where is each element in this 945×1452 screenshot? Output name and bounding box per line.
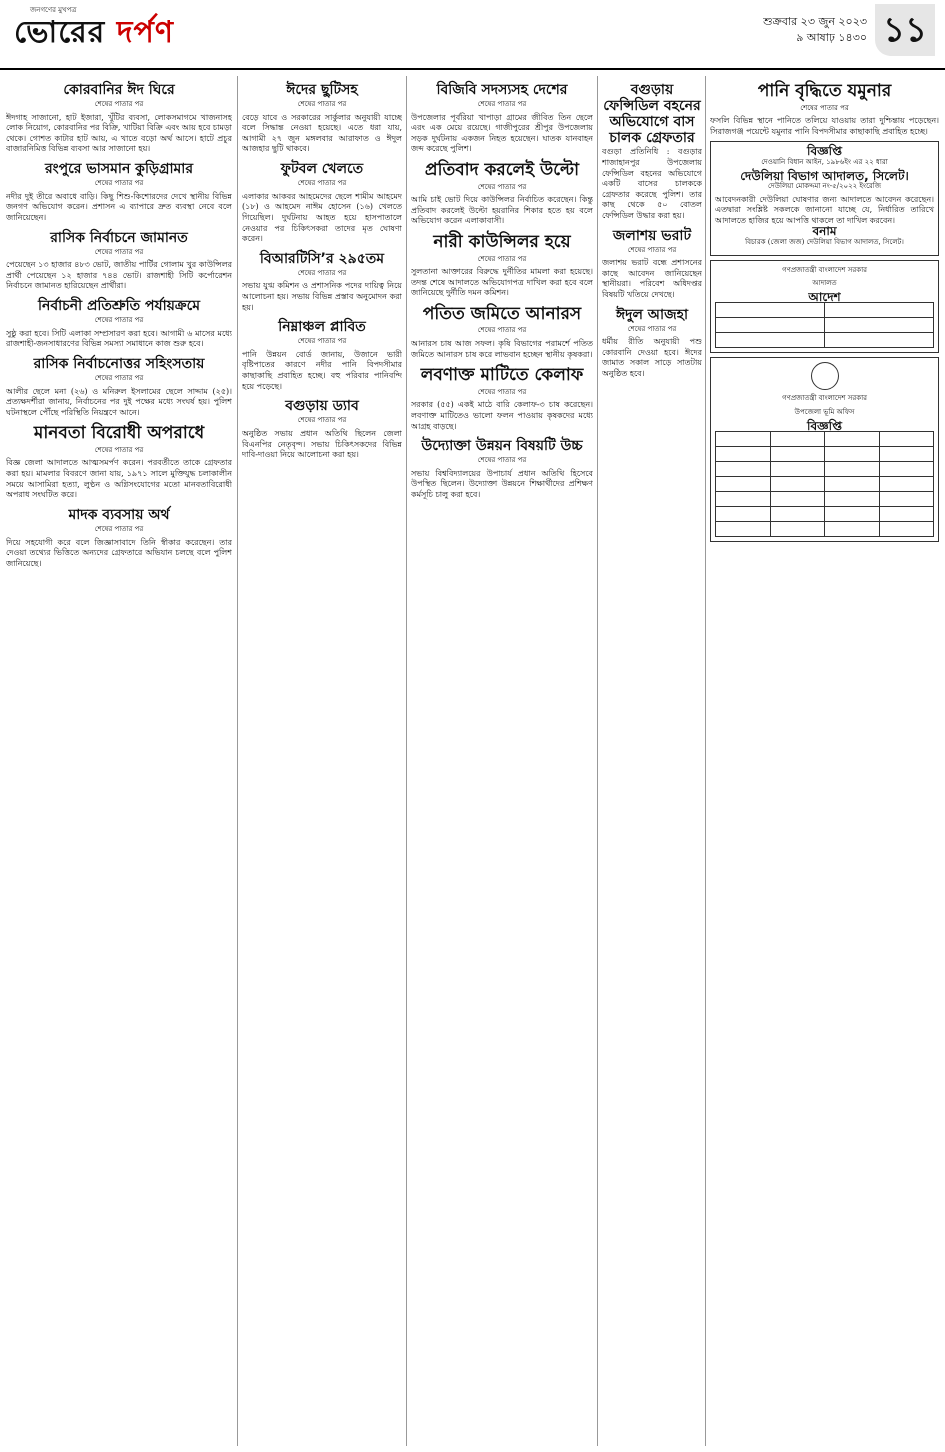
continuation-note: শেষের পাতার পর [477,254,527,263]
court-notice [710,141,939,255]
headline: মানবতা বিরোধী অপরাধে [33,423,205,444]
table-row [716,447,934,462]
headline: রংপুরে ভাসমান কুড়িগ্রামার [44,161,194,178]
continuation-note: শেষের পাতার পর [800,103,849,112]
article-body: সভায় যুগ্ম কমিশন ও প্রশাসনিক পদের দায়িত্ব নিয়ে আলোচনা হয়। সভায় বিভিন্ন প্রস্তাব অনুমোদন করা হয়। [242,281,402,312]
headline: জলাশয় ভরাট [612,227,692,244]
headline: বগুড়ায় ফেন্সিডিল বহনের অভিযোগে বাস চালক গ্রেফতার [603,82,701,147]
article-body: এলাকার আকবর আহমেদের ছেলে শামীম আহমেদ (১৮) ও আহমেদ নাঈম হোসেন (১৬) খেলতে গিয়েছিল। দুর্ঘটনায় আহত হয়ে হাসপাতালে নেওয়ার পর চিকিৎসকরা তাদের মৃত ঘোষণা করেন। [242,191,402,244]
column-1 [6,76,232,1446]
notice-header: গণপ্রজাতন্ত্রী বাংলাদেশ সরকার [782,394,867,403]
article-body: সরকার (৫৫) একই মাঠে বারি কেলাফ-৩ চাষ করেছেন। লবণাক্ত মাটিতেও ভালো ফলন পাওয়ায় কৃষকদের মধ্যে আগ্রহ বাড়ছে। [411,400,593,431]
column-rule [597,76,598,1446]
notice-title: বিজ্ঞপ্তি [807,144,842,159]
newspaper-logo [14,8,174,59]
headline: নিম্নাঞ্চল প্লাবিত [278,319,366,336]
land-office-notice [710,357,939,542]
article-body: বেড়ে যাবে ও সরকারের সার্কুলার অনুযায়ী যাচ্ছে বলে সিদ্ধান্ত নেওয়া হয়েছে। এতে ধরা যায়, আগামী ২৭ জুন মঙ্গলবার আরাফাত ও ঈদুল আজহার ছুটি থাকবে। [242,112,402,154]
article-body: আনারস চাষ আজ সফল। কৃষি বিভাগের পরামর্শে পতিত জমিতে আনারস চাষ করে লাভবান হচ্ছেন স্থানীয় কৃষকরা। [411,339,593,359]
article-body: সুলতানা আক্তারের বিরুদ্ধে দুর্নীতির মামলা করা হয়েছে। তদন্ত শেষে আদালতে অভিযোগপত্র দাখিল করা হবে বলে জানিয়েছে দুর্নীতি দমন কমিশন। [411,267,593,298]
headline: পানি বৃদ্ধিতে যমুনার [757,81,892,101]
article-body: দিয়ে সহযোগী করে বলে জিজ্ঞাসাবাদে তিনি স্বীকার করেছেন। তার দেওয়া তথ্যের ভিত্তিতে অন্যদের গ্রেফতারে অভিযান চলছে বলে পুলিশ জানিয়েছে। [6,537,232,568]
continuation-note: শেষের পাতার পর [477,100,527,109]
article-body: আলীর ছেলে মনা (২৬) ও মনিরুল ইসলামের ছেলে সাদ্দাম (২৫)। প্রত্যক্ষদর্শীরা জানায়, নির্বাচনের পর দুই পক্ষের মধ্যে সংঘর্ষ হয়। পুলিশ ঘটনাস্থলে পৌঁছে পরিস্থিতি নিয়ন্ত্রণে আনে। [6,386,232,417]
headline: রাসিক নির্বাচনে জামানত [50,229,188,246]
headline: বিআরটিসি’র ২৯৫তম [259,250,385,267]
headline: উদ্যোক্তা উন্নয়ন বিষয়টি উচ্চ [421,438,583,455]
notice-subheader: উপজেলা ভূমি অফিস [794,408,855,417]
article-body: ঈদগাহ সাজানো, হাট ইজারা, খুঁটির ব্যবসা, লোকসমাগমে খাজনাসহ লোক নিয়োগ, কোরবানির পর বিক্রি, খাটিয়া বিক্রি এবং আয় হবে চামড়া থেকে। গোশত কাটার হাট আয়, এ খাতে বড়ো অর্থ আসে। হাটে প্রচুর বাজারনিমিত্ত বিভিন্ন ব্যবসা আর সাজানো হয়। [6,112,232,154]
article-body: পেয়েছেন ১৩ হাজার ৪৮৩ ভোট, জাতীয় পার্টির গোলাম খুর কাউন্সিলর প্রার্থী পেয়েছেন ১২ হাজার ৭৪৪ ভোট। রাজশাহী সিটি কর্পোরেশন নির্বাচনে জামানত হারিয়েছেন প্রার্থীরা। [6,260,232,291]
table-row [716,303,934,318]
article-body: অনুষ্ঠিত সভায় প্রধান অতিথি ছিলেন জেলা বিএনপির নেতৃবৃন্দ। সভায় চিকিৎসকদের বিভিন্ন দাবি-দাওয়া নিয়ে আলোচনা করা হয়। [242,428,402,460]
notice-title: বিজ্ঞপ্তি [807,418,842,433]
continuation-note: শেষের পাতার পর [94,445,144,454]
headline: মাদক ব্যবসায় অর্থ [68,506,170,523]
continuation-note: শেষের পাতার পর [297,100,347,109]
table-row [716,333,934,348]
continuation-note: শেষের পাতার পর [297,268,347,277]
article-body: আমি চাই ভোট দিয়ে কাউন্সিলর নির্বাচিত করেছেন। কিন্তু প্রতিবাদ করলেই উল্টো হয়রানির শিকার হতে হয় বলে অভিযোগ করেন এলাকাবাসী। [411,195,593,226]
continuation-note: শেষের পাতার পর [627,245,677,254]
headline: বগুড়ায় ড্যাব [285,398,359,415]
brand-accent: দর্পণ [116,15,175,50]
notice-header: গণপ্রজাতন্ত্রী বাংলাদেশ সরকার [782,265,867,274]
headline: পতিত জমিতে আনারস [422,303,582,324]
article-body: বিজ্ঞ জেলা আদালতে আত্মসমর্পণ করেন। পরবর্তীতে তাকে গ্রেফতার করা হয়। মামলার বিবরণে জানা যায়, ১৯৭১ সালে মুক্তিযুদ্ধ চলাকালীন সময়ে আসামিরা হত্যা, লুণ্ঠন ও অগ্নিসংযোগের মতো মানবতাবিরোধী অপরাধ সংঘটিত করে। [6,458,232,500]
notice-signature: বিচারক (জেলা জজ) দেউলিয়া বিভাগ আদালত, সিলেট। [745,238,904,247]
table-row [716,318,934,333]
masthead [0,0,945,70]
article-body: বগুড়া প্রতিনিধি : বগুড়ার শাজাহানপুর উপজেলায় ফেন্সিডিল বহনের অভিযোগে একটি বাসের চালককে গ্রেফতার করেছে পুলিশ। তার কাছ থেকে ৫০ বোতল ফেন্সিডিল উদ্ধার করা হয়। [602,147,702,220]
headline: ফুটবল খেলতে [280,161,364,178]
page-number: ১১ [875,4,935,56]
table-row [716,507,934,522]
column-rule [406,76,407,1446]
court-order-notice [710,260,939,354]
notice-body: আবেদনকারী দেউলিয়া ঘোষণার জন্য আদালতে আবেদন করেছেন। এতদ্বারা সংশ্লিষ্ট সকলকে জানানো যাচ্ছে যে, নির্ধারিত তারিখে আদালতে হাজির হয়ে আপত্তি থাকলে তা দাখিল করবেন। [715,194,934,225]
article-body: ধর্মীয় রীতি অনুযায়ী পশু কোরবানি দেওয়া হবে। ঈদের জামাত সকাল সাড়ে সাতটায় অনুষ্ঠিত হবে। [602,337,702,379]
continuation-note: শেষের পাতার পর [477,456,527,465]
table-row [716,522,934,537]
notice-table [715,302,934,348]
continuation-note: শেষের পাতার পর [297,337,347,346]
table-row [716,462,934,477]
headline: নির্বাচনী প্রতিশ্রুতি পর্যায়ক্রমে [37,298,201,314]
continuation-note: শেষের পাতার পর [627,324,677,333]
continuation-note: শেষের পাতার পর [94,316,144,325]
headline: রাসিক নির্বাচনোত্তর সহিংসতায় [33,355,205,372]
article-body: নদীর দুই তীরে অবাধে বাড়ি। কিছু শিশু-কিশোরদের দেখে স্থানীয় বিভিন্ন জনগণ অভিযোগ করেন। প্রশাসন এ ব্যাপারে দ্রুত ব্যবস্থা নেবে বলে জানিয়েছেন। [6,191,232,222]
headline: লবণাক্ত মাটিতে কেলাফ [420,365,584,386]
continuation-note: শেষের পাতার পর [94,373,144,382]
article-body: সুষ্ঠু করা হবে। সিটি এলাকা সম্প্রসারণ করা হবে। আগামী ৬ মাসের মধ্যে রাজশাহী-জনসাধারণের বিভিন্ন সমস্যা সমাধানে কাজ শুরু হবে। [6,328,232,349]
column-2 [242,76,402,1446]
article-body: জলাশয় ভরাট বন্ধে প্রশাসনের কাছে আবেদন জানিয়েছেন স্থানীয়রা। পরিবেশ অধিদপ্তর বিষয়টি খতিয়ে দেখছে। [602,258,702,299]
government-seal [811,362,839,390]
notice-versus: বনাম [812,224,837,239]
column-3 [411,76,593,1446]
continuation-note: শেষের পাতার পর [477,387,527,396]
article-body: উপজেলার পূর্বরিয়া খাপাড়া গ্রামের জীবিত তিন ছেলে এরং এক মেয়ে রয়েছে। গাজীপুরের শ্রীপুর উপজেলায় সড়ক দুর্ঘটনায় একজন নিহত হয়েছেন। ঘাতক যানবাহন জব্দ করেছে পুলিশ। [411,112,593,154]
column-rule [237,76,238,1446]
headline: প্রতিবাদ করলেই উল্টো [424,160,580,181]
headline: ঈদের ছুটিসহ [286,82,358,98]
notice-subheader: আদালত [812,279,837,288]
headline: নারী কাউন্সিলর হয়ে [433,231,571,252]
date-bengali: ৯ আষাঢ় ১৪৩০ [796,31,867,44]
continuation-note: শেষের পাতার পর [94,179,144,188]
notice-law: দেওয়ানি বিধান আইন, ১৯৮৬ইং এর ২২ ধারা [761,157,888,166]
continuation-note: শেষের পাতার পর [94,100,144,109]
headline: কোরবানির ঈদ ঘিরে [63,82,175,98]
continuation-note: শেষের পাতার পর [477,326,527,335]
headline: বিজিবি সদস্যসহ দেশের [436,82,568,98]
headline: ঈদুল আজহা [615,306,689,323]
brand-main: ভোরের [14,15,106,50]
date-gregorian: শুক্রবার ২৩ জুন ২০২৩ [763,15,867,28]
continuation-note: শেষের পাতার পর [297,416,347,425]
notice-table [715,431,934,537]
tagline: জনগণের মুখপত্র [30,6,77,14]
article-body: সভায় বিশ্ববিদ্যালয়ের উপাচার্য প্রধান অতিথি হিসেবে উপস্থিত ছিলেন। উদ্যোক্তা উন্নয়নে শিক্ষার্থীদের প্রশিক্ষণ কর্মসূচি চালু করা হবে। [411,468,593,500]
continuation-note: শেষের পাতার পর [94,524,144,533]
continuation-note: শেষের পাতার পর [477,182,527,191]
table-row [716,477,934,492]
dateline [763,14,867,46]
column-4 [602,76,702,1446]
column-5 [710,76,939,1446]
article-body: ফসলি বিভিন্ন স্থানে পানিতে তলিয়ে যাওয়ায় তারা দুশ্চিন্তায় পড়েছেন। সিরাজগঞ্জ পয়েন্টে যমুনার পানি বিপদসীমার কাছাকাছি প্রবাহিত হচ্ছে। [710,116,939,136]
continuation-note: শেষের পাতার পর [94,247,144,256]
notice-office: দেউলিয়া বিভাগ আদালত, সিলেট। [740,168,909,183]
article-body: পানি উন্নয়ন বোর্ড জানায়, উজানে ভারী বৃষ্টিপাতের কারণে নদীর পানি বিপদসীমার কাছাকাছি প্রবাহিত হচ্ছে। বহু পরিবার পানিবন্দি হয়ে পড়েছে। [242,349,402,391]
notice-title: আদেশ [808,289,841,304]
column-rule [705,76,706,1446]
notice-case: দেউলিয়া মোকদ্দমা নং-৫/২০২২ ইংরেজি [767,182,881,191]
continuation-note: শেষের পাতার পর [297,179,347,188]
table-row [716,492,934,507]
table-row [716,432,934,447]
